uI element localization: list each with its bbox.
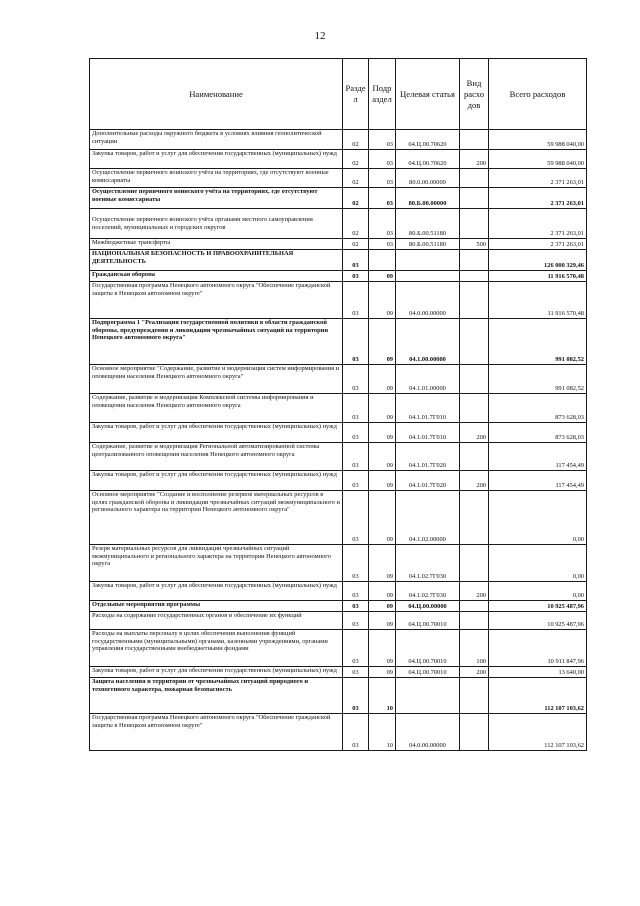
cell-name: Осуществление первичного воинского учёта на территориях, где отсутствуют военные комиссариаты	[90, 188, 343, 209]
cell-section: 02	[343, 169, 369, 188]
cell-name: Расходы на выплаты персоналу в целях обеспечения выполнения функций государственными (муниципальными) органами, казенными учреждениями, органами управления государственными внебюджетными фондами	[90, 630, 343, 667]
cell-expense-type	[460, 394, 489, 423]
cell-target: 04.1.02.7Г030	[396, 582, 460, 601]
cell-subsection: 09	[369, 271, 396, 282]
cell-total: 11 916 570,48	[489, 271, 587, 282]
cell-name: Закупка товаров, работ и услуг для обеспечения государственных (муниципальных) нужд	[90, 471, 343, 491]
cell-subsection: 09	[369, 443, 396, 471]
cell-section: 03	[343, 471, 369, 491]
table-row	[90, 271, 587, 282]
table-row	[90, 169, 587, 188]
cell-expense-type	[460, 282, 489, 319]
cell-total: 873 628,03	[489, 394, 587, 423]
cell-total: 0,00	[489, 545, 587, 582]
cell-section: 02	[343, 150, 369, 169]
cell-name: Закупка товаров, работ и услуг для обеспечения государственных (муниципальных) нужд	[90, 582, 343, 601]
cell-name: Подпрограмма 1 "Реализация государственной политики в области гражданской обороны, предупреждения и ликвидации чрезвычайных ситуаций на территории Ненецкого автономного округа"	[90, 319, 343, 365]
table-row	[90, 678, 587, 714]
cell-target: 04.0.00.00000	[396, 714, 460, 751]
cell-total: 10 925 487,96	[489, 601, 587, 612]
cell-total: 991 082,52	[489, 319, 587, 365]
cell-name: Дополнительные расходы окружного бюджета в условиях влияния геополитической ситуации	[90, 130, 343, 150]
cell-section: 03	[343, 423, 369, 443]
cell-section: 03	[343, 667, 369, 678]
cell-section: 02	[343, 239, 369, 250]
cell-target: 04.Ц.00.00000	[396, 601, 460, 612]
cell-expense-type: 200	[460, 667, 489, 678]
cell-expense-type	[460, 130, 489, 150]
cell-target: 04.1.01.00000	[396, 365, 460, 394]
cell-name: Государственная программа Ненецкого автономного округа "Обеспечение гражданской защиты в Ненецком автономном округе"	[90, 714, 343, 751]
cell-subsection: 09	[369, 319, 396, 365]
cell-target: 04.Ц.00.70010	[396, 612, 460, 630]
cell-expense-type	[460, 678, 489, 714]
table-row	[90, 250, 587, 271]
cell-target: 04.1.01.7Г010	[396, 423, 460, 443]
cell-expense-type	[460, 250, 489, 271]
cell-target: 04.Ц.00.70620	[396, 150, 460, 169]
cell-target: 04.1.01.7Г020	[396, 471, 460, 491]
cell-name: Основное мероприятие "Создание и восполнение резервов материальных ресурсов в целях гражданской обороны и ликвидации чрезвычайных ситуаций межмуниципального и регионального характера на территории Ненецкого автономного округа"	[90, 491, 343, 545]
cell-target: 04.1.02.00000	[396, 491, 460, 545]
cell-expense-type: 200	[460, 582, 489, 601]
cell-name: Осуществление первичного воинского учёта на территориях, где отсутствуют военные комиссариаты	[90, 169, 343, 188]
cell-total: 11 916 570,48	[489, 282, 587, 319]
cell-expense-type	[460, 714, 489, 751]
cell-expense-type	[460, 209, 489, 239]
cell-name: Защита населения и территории от чрезвычайных ситуаций природного и техногенного характера, пожарная безопасность	[90, 678, 343, 714]
cell-total: 117 454,49	[489, 471, 587, 491]
cell-subsection: 09	[369, 612, 396, 630]
table-header-row	[90, 59, 587, 130]
cell-expense-type	[460, 612, 489, 630]
cell-subsection: 09	[369, 394, 396, 423]
cell-subsection: 09	[369, 582, 396, 601]
table-row	[90, 150, 587, 169]
cell-subsection: 03	[369, 169, 396, 188]
cell-target: 04.0.00.00000	[396, 282, 460, 319]
cell-total: 2 371 263,01	[489, 188, 587, 209]
cell-total: 59 988 040,00	[489, 150, 587, 169]
table-row	[90, 714, 587, 751]
cell-total: 873 628,03	[489, 423, 587, 443]
cell-expense-type	[460, 601, 489, 612]
cell-subsection: 09	[369, 282, 396, 319]
cell-subsection: 03	[369, 209, 396, 239]
header-total: Всего расходов	[489, 59, 587, 130]
table-row	[90, 667, 587, 678]
cell-total: 0,00	[489, 491, 587, 545]
cell-section: 03	[343, 271, 369, 282]
cell-total: 13 640,00	[489, 667, 587, 678]
cell-total: 112 107 103,62	[489, 714, 587, 751]
cell-expense-type	[460, 491, 489, 545]
table-row	[90, 365, 587, 394]
cell-name: Закупка товаров, работ и услуг для обеспечения государственных (муниципальных) нужд	[90, 667, 343, 678]
table-body	[90, 130, 587, 751]
cell-section: 03	[343, 630, 369, 667]
cell-subsection: 10	[369, 678, 396, 714]
cell-total: 117 454,49	[489, 443, 587, 471]
cell-expense-type: 100	[460, 630, 489, 667]
cell-name: Осуществление первичного воинского учёта органами местного самоуправления поселений, муниципальных и городских округов	[90, 209, 343, 239]
header-section: Разде л	[343, 59, 369, 130]
table-row	[90, 130, 587, 150]
cell-section: 03	[343, 601, 369, 612]
cell-target: 04.1.01.7Г020	[396, 443, 460, 471]
cell-name: Содержание, развитие и модернизация Региональной автоматизированной системы централизованного оповещения населения Ненецкого автономного округа	[90, 443, 343, 471]
cell-total: 0,00	[489, 582, 587, 601]
cell-subsection: 09	[369, 423, 396, 443]
cell-total: 59 988 040,00	[489, 130, 587, 150]
cell-total: 10 911 847,96	[489, 630, 587, 667]
cell-target: 04.1.00.00000	[396, 319, 460, 365]
cell-subsection: 03	[369, 150, 396, 169]
table-row	[90, 209, 587, 239]
header-name: Наименование	[90, 59, 343, 130]
cell-section: 03	[343, 250, 369, 271]
cell-name: Отдельные мероприятия программы	[90, 601, 343, 612]
cell-target	[396, 271, 460, 282]
cell-name: Основное мероприятие "Содержание, развитие и модернизация систем информирования и оповещения населения Ненецкого автономного округа"	[90, 365, 343, 394]
cell-expense-type	[460, 188, 489, 209]
cell-target: 80.Б.00.51180	[396, 209, 460, 239]
cell-name: Закупка товаров, работ и услуг для обеспечения государственных (муниципальных) нужд	[90, 150, 343, 169]
cell-section: 03	[343, 545, 369, 582]
cell-target	[396, 250, 460, 271]
cell-target: 04.Ц.00.70010	[396, 630, 460, 667]
cell-expense-type: 200	[460, 150, 489, 169]
cell-target: 04.1.02.7Г030	[396, 545, 460, 582]
cell-section: 02	[343, 130, 369, 150]
cell-total: 126 000 329,46	[489, 250, 587, 271]
cell-expense-type: 200	[460, 471, 489, 491]
cell-target	[396, 678, 460, 714]
cell-expense-type: 200	[460, 423, 489, 443]
table-row	[90, 545, 587, 582]
cell-target: 80.Б.00.51180	[396, 239, 460, 250]
cell-subsection: 03	[369, 188, 396, 209]
cell-expense-type: 500	[460, 239, 489, 250]
cell-subsection: 09	[369, 365, 396, 394]
cell-name: Резерв материальных ресурсов для ликвидации чрезвычайных ситуаций межмуниципального и регионального характера на территории Ненецкого автономного округа	[90, 545, 343, 582]
header-subsection: Подр аздел	[369, 59, 396, 130]
cell-total: 2 371 263,01	[489, 169, 587, 188]
cell-name: Расходы на содержание государственных органов и обеспечение их функций	[90, 612, 343, 630]
cell-section: 03	[343, 582, 369, 601]
cell-name: Гражданская оборона	[90, 271, 343, 282]
cell-expense-type	[460, 443, 489, 471]
cell-subsection	[369, 250, 396, 271]
cell-name: Межбюджетные трансферты	[90, 239, 343, 250]
table-row	[90, 319, 587, 365]
table-row	[90, 601, 587, 612]
cell-target: 80.Б.00.00000	[396, 188, 460, 209]
cell-target: 04.1.01.7Г010	[396, 394, 460, 423]
cell-total: 10 925 487,96	[489, 612, 587, 630]
table-row	[90, 612, 587, 630]
cell-total: 112 107 103,62	[489, 678, 587, 714]
page-number: 12	[314, 30, 326, 42]
table-row	[90, 188, 587, 209]
budget-table	[89, 58, 587, 751]
cell-section: 03	[343, 365, 369, 394]
cell-section: 03	[343, 394, 369, 423]
cell-target: 04.Ц.00.70620	[396, 130, 460, 150]
table-row	[90, 239, 587, 250]
cell-expense-type	[460, 169, 489, 188]
table-row	[90, 471, 587, 491]
header-target: Целевая статья	[396, 59, 460, 130]
cell-total: 2 371 263,01	[489, 209, 587, 239]
cell-subsection: 09	[369, 491, 396, 545]
table-row	[90, 491, 587, 545]
cell-section: 03	[343, 319, 369, 365]
cell-name: Содержание, развитие и модернизация Комплексной системы информирования и оповещения населения Ненецкого автономного округа	[90, 394, 343, 423]
cell-expense-type	[460, 365, 489, 394]
table-row	[90, 582, 587, 601]
table-row	[90, 443, 587, 471]
cell-section: 03	[343, 612, 369, 630]
cell-target: 04.Ц.00.70010	[396, 667, 460, 678]
table-row	[90, 394, 587, 423]
cell-subsection: 03	[369, 130, 396, 150]
cell-subsection: 09	[369, 471, 396, 491]
cell-total: 2 371 263,01	[489, 239, 587, 250]
cell-subsection: 03	[369, 239, 396, 250]
cell-subsection: 09	[369, 667, 396, 678]
table-row	[90, 630, 587, 667]
cell-section: 03	[343, 282, 369, 319]
table-row	[90, 282, 587, 319]
cell-section: 03	[343, 491, 369, 545]
cell-name: НАЦИОНАЛЬНАЯ БЕЗОПАСНОСТЬ И ПРАВООХРАНИТЕЛЬНАЯ ДЕЯТЕЛЬНОСТЬ	[90, 250, 343, 271]
cell-expense-type	[460, 545, 489, 582]
cell-subsection: 09	[369, 545, 396, 582]
cell-section: 02	[343, 209, 369, 239]
cell-subsection: 10	[369, 714, 396, 751]
cell-name: Государственная программа Ненецкого автономного округа "Обеспечение гражданской защиты в Ненецком автономном округе"	[90, 282, 343, 319]
cell-target: 80.0.00.00000	[396, 169, 460, 188]
table-row	[90, 423, 587, 443]
cell-section: 02	[343, 188, 369, 209]
header-expense-type: Вид расхо дов	[460, 59, 489, 130]
cell-section: 03	[343, 714, 369, 751]
cell-expense-type	[460, 319, 489, 365]
cell-section: 03	[343, 443, 369, 471]
cell-section: 03	[343, 678, 369, 714]
cell-subsection: 09	[369, 630, 396, 667]
cell-name: Закупка товаров, работ и услуг для обеспечения государственных (муниципальных) нужд	[90, 423, 343, 443]
cell-expense-type	[460, 271, 489, 282]
cell-subsection: 09	[369, 601, 396, 612]
cell-total: 991 082,52	[489, 365, 587, 394]
